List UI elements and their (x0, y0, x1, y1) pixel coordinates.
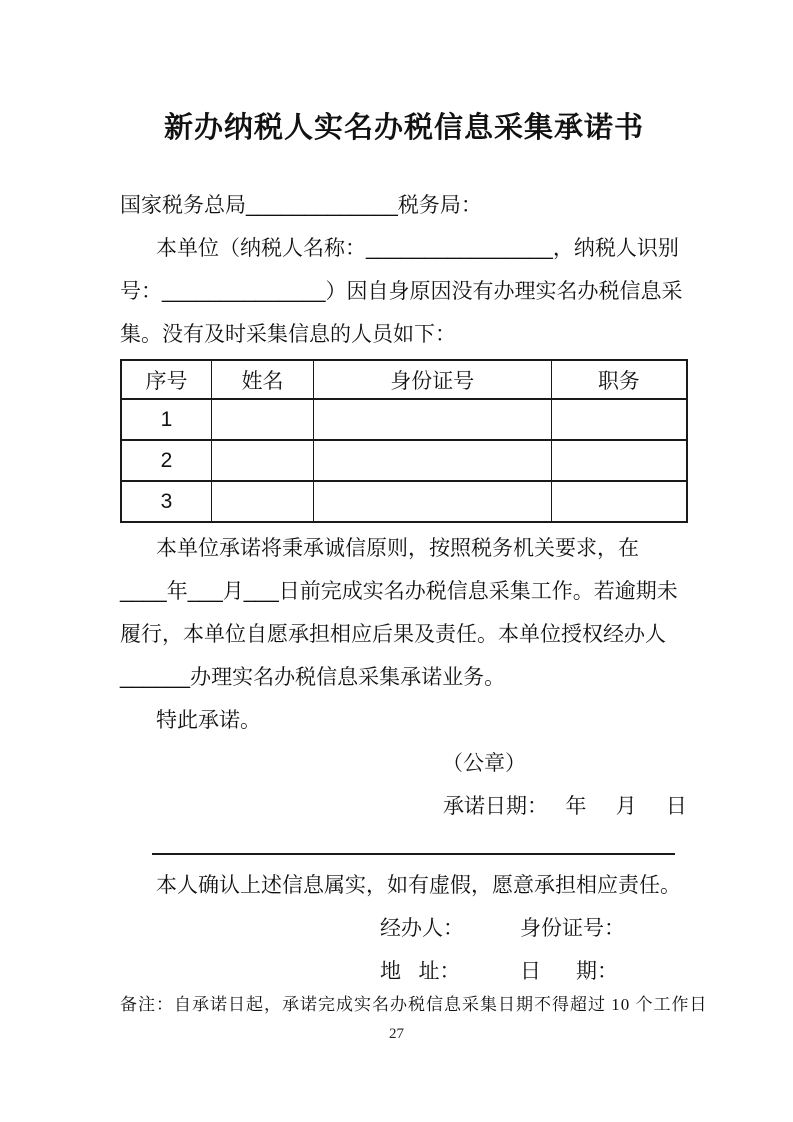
table-row (121, 481, 687, 522)
commitment-date-line: 承诺日期： 年 月 日 (443, 795, 687, 818)
paragraph2-line2: ____年___月___日前完成实名办税信息采集工作。若逾期未 (120, 580, 678, 603)
header-id-number: 身份证号 (313, 360, 551, 399)
header-name: 姓名 (212, 360, 314, 399)
paragraph1-line3: 集。没有及时采集信息的人员如下： (120, 323, 456, 346)
table-header-row (121, 360, 687, 399)
id-number-label: 身份证号： (520, 917, 625, 940)
paragraph1-line2: 号：______________）因自身原因没有办理实名办税信息采 (120, 280, 683, 303)
name-cell (212, 399, 314, 440)
paragraph2-line4: ______办理实名办税信息采集承诺业务。 (120, 666, 506, 689)
id-number-cell (313, 481, 551, 522)
job-title-cell (551, 440, 687, 481)
document-title: 新办纳税人实名办税信息采集承诺书 (163, 112, 644, 144)
date-label: 日 期： (520, 960, 619, 983)
id-number-cell (313, 440, 551, 481)
job-title-cell (551, 481, 687, 522)
agent-label: 经办人： (380, 917, 464, 940)
header-serial-number: 序号 (121, 360, 212, 399)
table-row (121, 399, 687, 440)
serial-number-cell: 1 (121, 399, 212, 440)
remark-note: 备注：自承诺日起，承诺完成实名办税信息采集日期不得超过 10 个工作日 (120, 995, 708, 1014)
job-title-cell (551, 399, 687, 440)
serial-number-cell: 3 (121, 481, 212, 522)
address-label: 地 址： (380, 960, 461, 983)
paragraph1-line1: 本单位（纳税人名称：________________，纳税人识别 (156, 237, 679, 260)
confirmation-line: 本人确认上述信息属实，如有虚假，愿意承担相应责任。 (156, 874, 681, 897)
signature-divider-rule (152, 853, 675, 855)
seal-placeholder: （公章） (442, 752, 526, 775)
table-row (121, 440, 687, 481)
salutation-line: 国家税务总局_____________税务局： (120, 194, 482, 217)
name-cell (212, 440, 314, 481)
page-number: 27 (389, 1026, 404, 1042)
personnel-table (120, 359, 688, 523)
paragraph2-line1: 本单位承诺将秉承诚信原则，按照税务机关要求，在 (156, 537, 639, 560)
closing-line: 特此承诺。 (156, 709, 261, 732)
name-cell (212, 481, 314, 522)
signature-row-address (120, 950, 688, 993)
paragraph2-line3: 履行，本单位自愿承担相应后果及责任。本单位授权经办人 (120, 623, 666, 646)
header-job-title: 职务 (551, 360, 687, 399)
id-number-cell (313, 399, 551, 440)
serial-number-cell: 2 (121, 440, 212, 481)
signature-row-agent (120, 907, 688, 950)
